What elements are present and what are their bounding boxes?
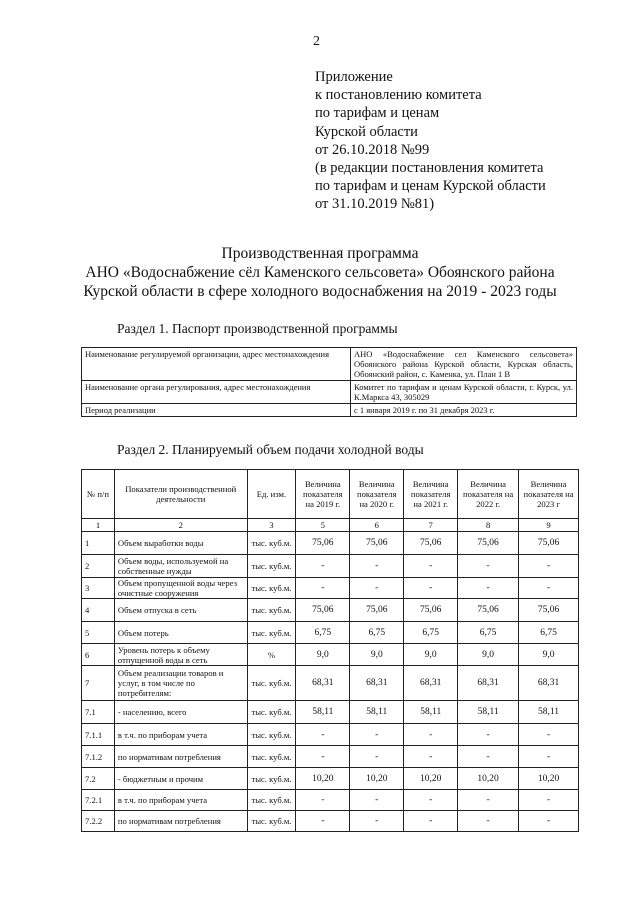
passport-label: Период реализации	[82, 404, 351, 417]
column-header: Величина показателя на 2021 г.	[404, 470, 458, 519]
value-cell: 75,06	[404, 532, 458, 555]
value-cell: -	[350, 578, 404, 599]
table-row	[82, 768, 579, 790]
value-cell: -	[458, 811, 519, 832]
column-header: Величина показателя на 2023 г	[519, 470, 579, 519]
appendix-line: Курской области	[315, 123, 418, 140]
indicator-cell: Объем реализации товаров и услуг, в том числе по потребителям:	[114, 666, 247, 701]
unit-cell: тыс. куб.м.	[247, 666, 296, 701]
table-row	[82, 746, 579, 768]
value-cell: 6,75	[350, 622, 404, 644]
value-cell: 10,20	[296, 768, 350, 790]
indicator-cell: Объем пропущенной воды через очистные сооружения	[114, 578, 247, 599]
row-number: 1	[82, 532, 115, 555]
row-number: 4	[82, 599, 115, 622]
volume-table	[81, 469, 579, 832]
column-number: 3	[247, 519, 296, 532]
value-cell: 9,0	[404, 644, 458, 666]
page-number: 2	[313, 34, 320, 49]
column-number: 7	[404, 519, 458, 532]
value-cell: 68,31	[458, 666, 519, 701]
table-row	[82, 811, 579, 832]
value-cell: 75,06	[350, 532, 404, 555]
value-cell: -	[519, 724, 579, 746]
table-row	[82, 555, 579, 578]
column-header: Величина показателя на 2019 г.	[296, 470, 350, 519]
column-number: 2	[114, 519, 247, 532]
row-number: 7.1.2	[82, 746, 115, 768]
appendix-line: по тарифам и ценам	[315, 105, 440, 122]
value-cell: -	[350, 724, 404, 746]
value-cell: -	[404, 555, 458, 578]
unit-cell: %	[247, 644, 296, 666]
title-line: Курской области в сфере холодного водоснабжения на 2019 - 2023 годы	[83, 283, 557, 300]
unit-cell: тыс. куб.м.	[247, 724, 296, 746]
appendix-block	[315, 68, 615, 214]
value-cell: 75,06	[350, 599, 404, 622]
row-number: 5	[82, 622, 115, 644]
value-cell: -	[458, 746, 519, 768]
indicator-cell: - бюджетным и прочим	[114, 768, 247, 790]
passport-label: Наименование регулируемой организации, адрес местонахождения	[82, 348, 351, 381]
indicator-cell: по нормативам потребления	[114, 811, 247, 832]
unit-cell: тыс. куб.м.	[247, 532, 296, 555]
row-number: 7.1	[82, 701, 115, 724]
passport-table	[81, 347, 577, 417]
column-number: 8	[458, 519, 519, 532]
value-cell: 75,06	[296, 599, 350, 622]
table-row	[82, 599, 579, 622]
value-cell: 10,20	[404, 768, 458, 790]
table-header-row	[82, 470, 579, 519]
appendix-line: от 26.10.2018 №99	[315, 141, 430, 158]
column-header: Показатели производственной деятельности	[114, 470, 247, 519]
value-cell: 9,0	[519, 644, 579, 666]
table-row	[82, 578, 579, 599]
value-cell: -	[519, 790, 579, 811]
value-cell: 6,75	[404, 622, 458, 644]
value-cell: -	[350, 790, 404, 811]
row-number: 2	[82, 555, 115, 578]
table-row	[82, 790, 579, 811]
title-line: АНО «Водоснабжение сёл Каменского сельсовета» Обоянского района	[85, 264, 555, 281]
row-number: 7.1.1	[82, 724, 115, 746]
value-cell: 9,0	[296, 644, 350, 666]
value-cell: -	[296, 811, 350, 832]
table-row	[82, 666, 579, 701]
column-number: 9	[519, 519, 579, 532]
value-cell: 58,11	[350, 701, 404, 724]
value-cell: 75,06	[404, 599, 458, 622]
indicator-cell: в т.ч. по приборам учета	[114, 724, 247, 746]
table-row	[82, 724, 579, 746]
value-cell: 58,11	[296, 701, 350, 724]
value-cell: -	[519, 811, 579, 832]
column-number: 1	[82, 519, 115, 532]
column-number-row	[82, 519, 579, 532]
value-cell: -	[458, 555, 519, 578]
row-number: 7.2	[82, 768, 115, 790]
indicator-cell: - населению, всего	[114, 701, 247, 724]
title-line: Производственная программа	[221, 245, 419, 262]
value-cell: -	[458, 724, 519, 746]
value-cell: 68,31	[350, 666, 404, 701]
value-cell: 75,06	[458, 599, 519, 622]
value-cell: 10,20	[519, 768, 579, 790]
table-row	[82, 644, 579, 666]
value-cell: -	[458, 790, 519, 811]
value-cell: -	[296, 724, 350, 746]
value-cell: -	[404, 746, 458, 768]
value-cell: -	[404, 811, 458, 832]
indicator-cell: Уровень потерь к объему отпущенной воды в сеть	[114, 644, 247, 666]
value-cell: 68,31	[404, 666, 458, 701]
passport-label: Наименование органа регулирования, адрес местонахождения	[82, 381, 351, 404]
appendix-line: к постановлению комитета	[315, 87, 482, 104]
value-cell: -	[404, 724, 458, 746]
appendix-line: (в редакции постановления комитета	[315, 160, 544, 177]
value-cell: 75,06	[519, 532, 579, 555]
row-number: 3	[82, 578, 115, 599]
table-row	[82, 381, 577, 404]
row-number: 7	[82, 666, 115, 701]
column-header: № п/п	[82, 470, 115, 519]
passport-value: Комитет по тарифам и ценам Курской области, г. Курск, ул. К.Маркса 43, 305029	[351, 381, 577, 404]
value-cell: -	[296, 790, 350, 811]
unit-cell: тыс. куб.м.	[247, 578, 296, 599]
value-cell: -	[458, 578, 519, 599]
unit-cell: тыс. куб.м.	[247, 811, 296, 832]
value-cell: -	[296, 555, 350, 578]
passport-value: АНО «Водоснабжение сел Каменского сельсовета» Обоянского района Курской области, Курская область, Обоянский район, с. Каменка, ул. План 1 В	[351, 348, 577, 381]
indicator-cell: по нормативам потребления	[114, 746, 247, 768]
section-2-heading: Раздел 2. Планируемый объем подачи холодной воды	[117, 442, 424, 457]
value-cell: -	[519, 746, 579, 768]
value-cell: 6,75	[296, 622, 350, 644]
value-cell: 58,11	[458, 701, 519, 724]
table-row	[82, 348, 577, 381]
appendix-line: по тарифам и ценам Курской области	[315, 178, 546, 195]
value-cell: -	[350, 746, 404, 768]
unit-cell: тыс. куб.м.	[247, 746, 296, 768]
unit-cell: тыс. куб.м.	[247, 790, 296, 811]
value-cell: 9,0	[458, 644, 519, 666]
column-header: Ед. изм.	[247, 470, 296, 519]
value-cell: 58,11	[519, 701, 579, 724]
value-cell: 10,20	[458, 768, 519, 790]
document-title	[40, 244, 600, 301]
row-number: 7.2.1	[82, 790, 115, 811]
table-row	[82, 404, 577, 417]
unit-cell: тыс. куб.м.	[247, 555, 296, 578]
value-cell: 68,31	[296, 666, 350, 701]
value-cell: -	[519, 555, 579, 578]
column-number: 5	[296, 519, 350, 532]
row-number: 7.2.2	[82, 811, 115, 832]
table-row	[82, 701, 579, 724]
value-cell: -	[296, 746, 350, 768]
value-cell: 68,31	[519, 666, 579, 701]
value-cell: -	[296, 578, 350, 599]
value-cell: 6,75	[519, 622, 579, 644]
value-cell: 10,20	[350, 768, 404, 790]
indicator-cell: в т.ч. по приборам учета	[114, 790, 247, 811]
column-number: 6	[350, 519, 404, 532]
section-1-heading: Раздел 1. Паспорт производственной программы	[117, 321, 398, 336]
indicator-cell: Объем выработки воды	[114, 532, 247, 555]
value-cell: 75,06	[519, 599, 579, 622]
unit-cell: тыс. куб.м.	[247, 768, 296, 790]
row-number: 6	[82, 644, 115, 666]
value-cell: 58,11	[404, 701, 458, 724]
table-row	[82, 622, 579, 644]
passport-value: с 1 января 2019 г. по 31 декабря 2023 г.	[351, 404, 577, 417]
unit-cell: тыс. куб.м.	[247, 622, 296, 644]
value-cell: 75,06	[296, 532, 350, 555]
value-cell: 75,06	[458, 532, 519, 555]
value-cell: 6,75	[458, 622, 519, 644]
column-header: Величина показателя на 2020 г.	[350, 470, 404, 519]
value-cell: -	[519, 578, 579, 599]
value-cell: -	[350, 555, 404, 578]
indicator-cell: Объем отпуска в сеть	[114, 599, 247, 622]
value-cell: 9,0	[350, 644, 404, 666]
indicator-cell: Объем воды, используемой на собственные нужды	[114, 555, 247, 578]
column-header: Величина показателя на 2022 г.	[458, 470, 519, 519]
table-row	[82, 532, 579, 555]
value-cell: -	[350, 811, 404, 832]
indicator-cell: Объем потерь	[114, 622, 247, 644]
unit-cell: тыс. куб.м.	[247, 701, 296, 724]
value-cell: -	[404, 790, 458, 811]
unit-cell: тыс. куб.м.	[247, 599, 296, 622]
value-cell: -	[404, 578, 458, 599]
appendix-line: Приложение	[315, 69, 393, 85]
appendix-line: от 31.10.2019 №81)	[315, 196, 435, 213]
